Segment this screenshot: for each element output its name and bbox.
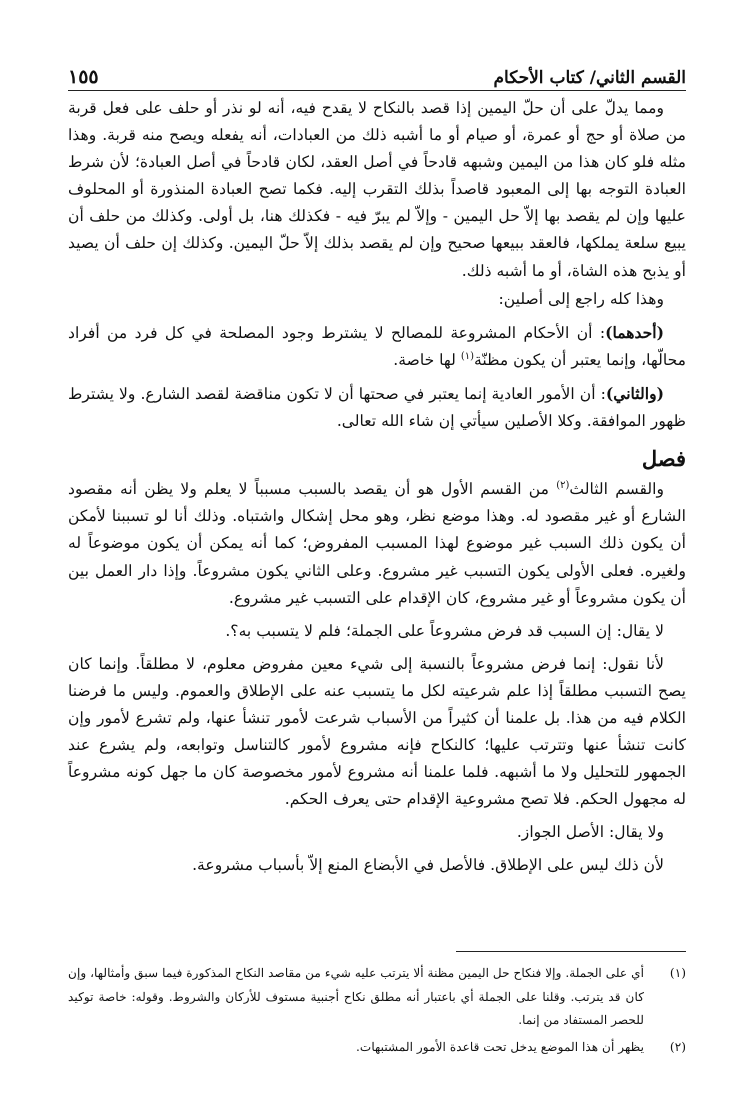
first-principle-text-a: : أن الأحكام المشروعة للمصالح لا يشترط وجود المصلحة في كل فرد من أفراد محالّها، وإنما يعتبر أن يكون مظنّة <box>68 323 686 369</box>
footnote-2-text: يظهر أن هذا الموضع يدخل تحت قاعدة الأمور المشتبهات. <box>355 1039 644 1054</box>
first-principle-text-b: لها خاصة. <box>393 350 461 369</box>
running-title: القسم الثاني/ كتاب الأحكام <box>493 68 686 88</box>
paragraph-reply-2: لأن ذلك ليس على الإطلاق. فالأصل في الأبضاع المنع إلاّ بأسباب مشروعة. <box>192 856 664 875</box>
page-header <box>68 58 686 91</box>
paragraph-objection-1: لا يقال: إن السبب قد فرض مشروعاً على الجملة؛ فلم لا يتسبب به؟. <box>225 621 664 640</box>
third-part-text-a: والقسم الثالث <box>569 480 664 499</box>
second-principle-text: : أن الأمور العادية إنما يعتبر في صحتها أن لا تكون مناقضة لقصد الشارع. ولا يشترط ظهور الموافقة. وكلا الأصلين سيأتي إن شاء الله تعالى. <box>68 384 686 431</box>
page-body <box>68 95 686 880</box>
paragraph-objection-2: ولا يقال: الأصل الجواز. <box>516 823 664 842</box>
paragraph-2: وهذا كله راجع إلى أصلين: <box>498 289 664 308</box>
footnote-1 <box>68 962 686 1033</box>
second-principle-label: (والثاني) <box>605 383 664 403</box>
footnotes <box>68 962 686 1062</box>
footnote-ref-2[interactable]: (٢) <box>556 480 570 492</box>
paragraph-second-principle <box>68 380 686 435</box>
paragraph-1: ومما يدلّ على أن حلّ اليمين إذا قصد بالنكاح لا يقدح فيه، أنه لو نذر أو حلف على فعل قربة من صلاة أو حج أو عمرة، أو صيام أو ما أشبه ذلك من العبادات، أنه يفعله ويصح منه قربة. وهذا مثله فلو كان هذا من اليمين وشبهه قادحاً في أصل العقد، لكان قادحاً في أصل العبادة؛ لأن شرط العبادة التوجه بها إلى المعبود قاصداً بذلك التقرب إليه. فكما تصح العبادة المنذورة أو المحلوف عليها وإن لم يقصد بها إلاّ حل اليمين - وإلاّ لم يبرّ فيه - فكذلك هنا، بل أولى. وكذلك من حلف أن يبيع سلعة يملكها، فالعقد ببيعها صحيح وإن لم يقصد بذلك إلاّ حلّ اليمين. وكذلك إن حلف أن يصيد أو يذبح هذه الشاة، أو ما أشبه ذلك. <box>68 99 686 280</box>
footnote-divider <box>456 951 686 952</box>
paragraph-first-principle <box>68 319 686 374</box>
footnote-1-text: أي على الجملة. وإلا فنكاح حل اليمين مظنة ألا يترتب عليه شيء من مقاصد النكاح المذكورة فيما سبق وأمثالها، وإن كان قد يترتب. وقلنا على الجملة أي باعتبار أنه مطلق نكاح أجنبية مستوف للأركان والشروط. وقوله: خاصة توكيد للحصر المستفاد من إنما. <box>68 966 644 1027</box>
third-part-text-b: من القسم الأول هو أن يقصد بالسبب مسبباً لا يعلم ولا يظن أنه مقصود الشارع أو غير مقصود له. وهذا موضع نظر، وهو محل إشكال واشتباه. وذلك أنا لو تسببنا لأمكن أن يكون ذلك السبب غير موضوع لهذا المسبب المفروض؛ كما أنه يمكن أن يكون موضوعاً له ولغيره. فعلى الأولى يكون التسبب غير مشروع. وعلى الثاني يكون مشروعاً. وإذا دار العمل بين أن يكون مشروعاً أو غير مشروع، كان الإقدام على التسبب غير مشروع. <box>68 480 686 607</box>
section-heading: فصل <box>641 446 686 472</box>
paragraph-third-part <box>68 476 686 611</box>
first-principle-label: (أحدهما) <box>605 322 664 342</box>
paragraph-reply-1: لأنا نقول: إنما فرض مشروعاً بالنسبة إلى شيء معين مفروض معلوم، لا مطلقاً. وإنما كان يصح التسبب مطلقاً إذا علم شرعيته لكل ما يتسبب عنه على الإطلاق والعموم. وليس ما فرضنا الكلام فيه من هذا. بل علمنا أن كثيراً من الأسباب شرعت لأمور تنشأ عنها، ولم تشرع لأمور وإن كانت تنشأ عنها وتترتب عليها؛ كالنكاح فإنه مشروع لأمور كالتناسل وتوابعه، ولم يشرع عند الجمهور للتحليل ولا ما أشبهه. فلما علمنا أنه مشروع لأمور مخصوصة كان ما جهل كونه مشروعاً له مجهول الحكم. فلا تصح مشروعية الإقدام حتى يعرف الحكم. <box>68 654 686 809</box>
page-number: ١٥٥ <box>68 66 99 88</box>
footnote-2-number: (٢) <box>669 1039 686 1054</box>
footnote-1-number: (١) <box>669 966 686 980</box>
footnote-2 <box>68 1036 686 1060</box>
footnote-ref-1[interactable]: (١) <box>460 350 475 362</box>
